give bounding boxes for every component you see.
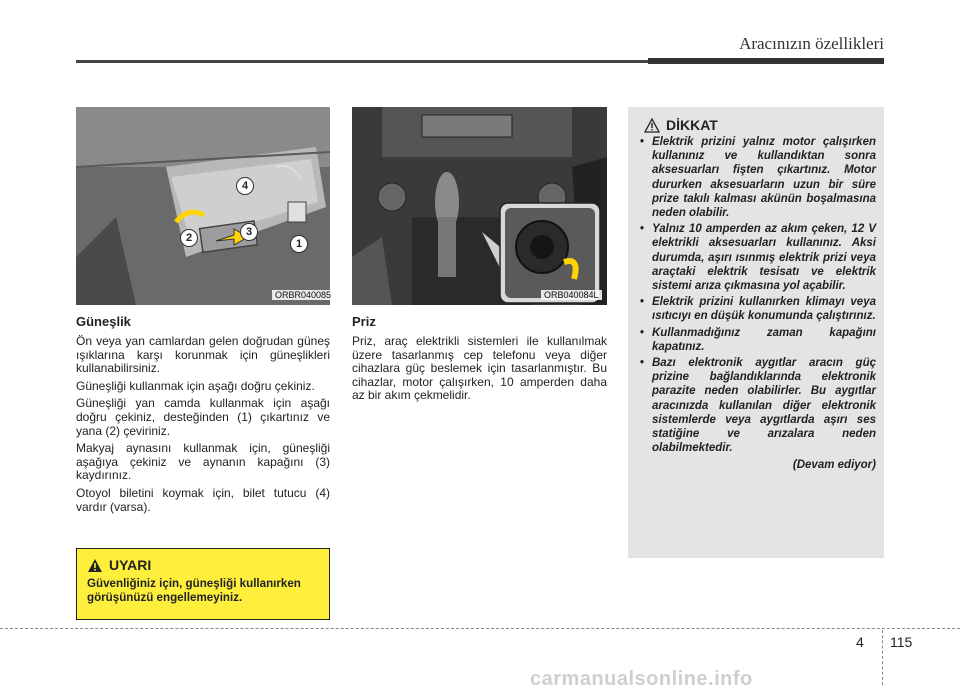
outlet-paragraph: Priz, araç elektrikli sistemleri ile kullanılmak üzere tasarlanmış cep telefonu veya diğer cihazlara güç beslemek için tasarlanmıştır. Bu cihazlar, motor çalışırken, 10 amperden daha az bir akım çekmelidir.	[352, 334, 607, 403]
sunvisor-paragraph: Güneşliği kullanmak için aşağı doğru çekiniz.	[76, 378, 315, 393]
caution-title: DİKKAT	[666, 117, 718, 133]
caution-list	[640, 135, 876, 455]
caution-box	[628, 107, 884, 558]
watermark: carmanualsonline.info	[530, 668, 753, 690]
outlet-heading: Priz	[352, 314, 376, 329]
running-header-title: Aracınızın özellikleri	[739, 34, 884, 53]
callout-3: 3	[240, 223, 258, 241]
chapter-number: 4	[856, 634, 864, 650]
sunvisor-heading: Güneşlik	[76, 314, 131, 329]
outlet-figure	[352, 107, 607, 305]
warning-box	[76, 548, 330, 620]
callout-4: 4	[236, 177, 254, 195]
sunvisor-illustration	[76, 107, 330, 305]
sunvisor-paragraph: Ön veya yan camlardan gelen doğrudan güneş ışıklarına karşı korunmak için güneşlikleri kullanabilirsiniz.	[76, 334, 330, 376]
callout-1: 1	[290, 235, 308, 253]
caution-item: • Yalnız 10 amperden az akım çeken, 12 V elektrikli aksesuarları kullanınız. Aksi durumda, aşırı ısınmış elektrik prizi veya araçtaki elektrik tesisatı ve elektrik sistemi arıza çıkmasına yol açabilir.	[640, 222, 876, 293]
caution-item: • Elektrik prizini yalnız motor çalışırken kullanınız ve kullandıktan sonra aksesuarları fişten çıkartınız. Motor dururken aksesuarların uzun bir süre prize takılı kalması akünün boşalmasına neden olabilir.	[640, 135, 876, 220]
outlet-section	[352, 314, 607, 407]
sunvisor-figure	[76, 107, 330, 305]
page-divider	[882, 630, 883, 685]
sunvisor-section	[76, 314, 330, 518]
warning-triangle-icon	[87, 558, 103, 573]
caution-item: • Bazı elektronik aygıtlar aracın güç prizine bağlandıklarında elektronik parazite neden olabilirler. Bu aygıtlar aracınızda kullanılan diğer elektronik sistemlerde veya aygıtlarda aşırı ses statiğine ve arızalara neden olabilmektedir.	[640, 356, 876, 455]
sunvisor-paragraph: Otoyol biletini koymak için, bilet tutucu (4) vardır (varsa).	[76, 485, 330, 514]
header-rule-accent	[648, 58, 884, 64]
caution-continued: (Devam ediyor)	[792, 459, 876, 472]
outlet-illustration	[352, 107, 607, 305]
warning-title: UYARI	[109, 557, 152, 573]
figure-caption-left: ORBR040085	[272, 290, 334, 300]
callout-2: 2	[180, 229, 198, 247]
caution-item: • Kullanmadığınız zaman kapağını kapatınız.	[640, 326, 876, 354]
sunvisor-paragraph: Güneşliği yan camda kullanmak için aşağı doğru çekiniz, desteğinden (1) çıkartınız ve yana (2) çeviriniz.	[76, 396, 330, 438]
caution-item: • Elektrik prizini kullanırken klimayı veya ısıtıcıyı en düşük konumunda çalıştırınız.	[640, 295, 876, 323]
sunvisor-paragraph: Makyaj aynasını kullanmak için, güneşliği aşağıya çekiniz ve aynanın kapağını (3) kaydırınız.	[76, 441, 330, 483]
figure-caption-middle: ORB040084L	[541, 290, 602, 300]
footer-rule	[0, 628, 960, 629]
caution-triangle-icon	[644, 118, 660, 133]
warning-text: Güvenliğiniz için, güneşliği kullanırken görüşünüzü engellemeyiniz.	[87, 577, 301, 604]
page-number: 115	[890, 634, 913, 650]
